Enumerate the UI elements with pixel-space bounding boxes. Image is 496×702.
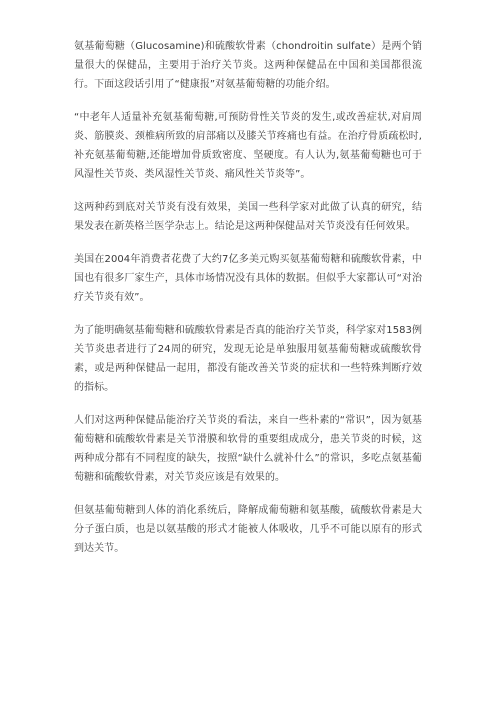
paragraph-quote: “中老年人适量补充氨基葡萄糖,可预防骨性关节炎的发生,或改善症状,对肩周炎、筋膜炎、颈椎病所致的肩部痛以及膝关节疼痛也有益。在治疗骨质疏松时,补充氨基葡萄糖,还能增加骨质致密度、坚硬度。有人认为,氨基葡萄糖也可于风湿性关节炎、类风湿性关节炎、痛风性关节炎等”。 <box>74 112 422 180</box>
paragraph-research: 这两种药到底对关节炎有没有效果，美国一些科学家对此做了认真的研究，结果发表在新英格兰医学杂志上。结论是这两种保健品对关节炎没有任何效果。 <box>74 202 422 232</box>
paragraph-intro: 氨基葡萄糖（Glucosamine)和硫酸软骨素（chondroitin sulfate）是两个销量很大的保健品，主要用于治疗关节炎。这两种保健品在中国和美国都很流行。下面这段话引用了“健康报”对氨基葡萄糖的功能介绍。 <box>74 41 422 90</box>
paragraph-study: 为了能明确氨基葡萄糖和硫酸软骨素是否真的能治疗关节炎，科学家对1583例关节炎患者进行了24周的研究，发现无论是单独服用氨基葡萄糖或硫酸软骨素，或是两种保健品一起用，都没有能改善关节炎的症状和一些特殊判断疗效的指标。 <box>74 325 422 393</box>
paragraph-market: 美国在2004年消费者花费了大约7亿多美元购买氨基葡萄糖和硫酸软骨素，中国也有很多厂家生产，具体市场情况没有具体的数据。但似乎大家都认可“对治疗关节炎有效”。 <box>74 254 422 303</box>
paragraph-common-sense: 人们对这两种保健品能治疗关节炎的看法，来自一些朴素的“常识”，因为氨基葡萄糖和硫酸软骨素是关节滑膜和软骨的重要组成成分，患关节炎的时候，这两种成分都有不同程度的缺失，按照“缺什么就补什么”的常识，多吃点氨基葡萄糖和硫酸软骨素，对关节炎应该是有效果的。 <box>74 415 422 483</box>
article-body <box>74 37 422 572</box>
paragraph-digestion: 但氨基葡萄糖到人体的消化系统后，降解成葡萄糖和氨基酸，硫酸软骨素是大分子蛋白质，也是以氨基酸的形式才能被人体吸收，几乎不可能以原有的形式到达关节。 <box>74 505 422 554</box>
